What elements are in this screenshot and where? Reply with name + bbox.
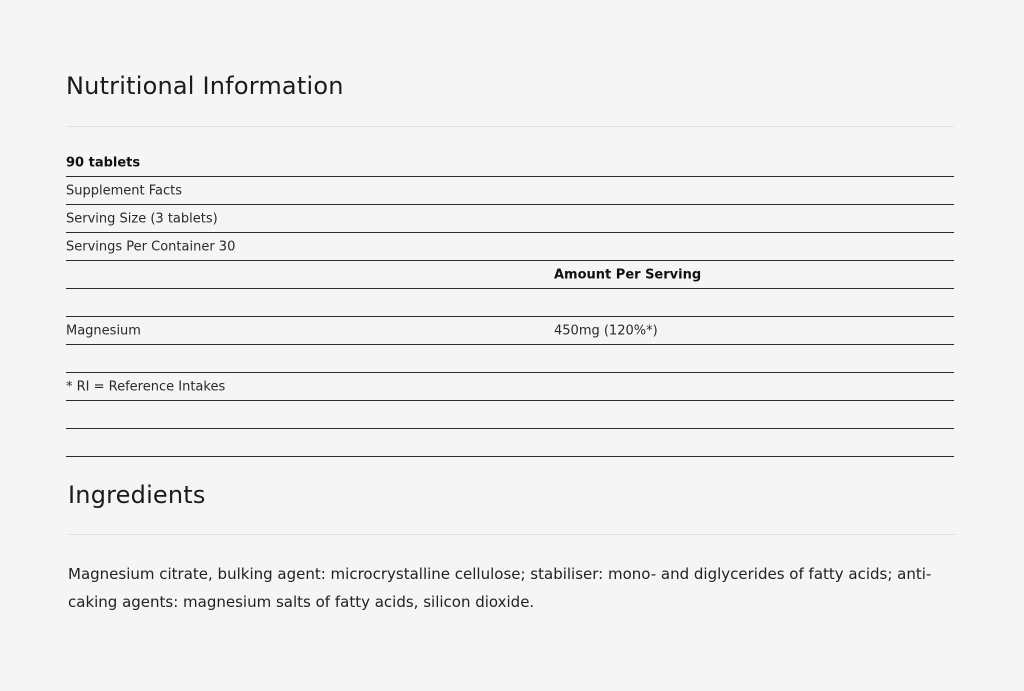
nutrient-name: Magnesium xyxy=(66,323,141,338)
section-divider xyxy=(66,126,954,127)
table-row xyxy=(66,205,954,233)
nutrient-amount: 450mg (120%*) xyxy=(554,323,658,338)
amount-per-serving-header: Amount Per Serving xyxy=(554,267,702,282)
table-cell-left: Servings Per Container 30 xyxy=(66,239,236,254)
table-row xyxy=(66,150,954,177)
table-row xyxy=(66,261,954,289)
table-row xyxy=(66,289,954,317)
ingredients-text: Magnesium citrate, bulking agent: microcrystalline cellulose; stabiliser: mono- and diglycerides of fatty acids; anti-caking agents: magnesium salts of fatty acids, silicon dioxide. xyxy=(68,565,932,611)
table-row xyxy=(66,401,954,429)
table-row xyxy=(66,345,954,373)
table-cell-left: Serving Size (3 tablets) xyxy=(66,211,218,226)
section-divider xyxy=(68,534,956,535)
reference-intakes-note: * RI = Reference Intakes xyxy=(66,379,226,394)
table-row xyxy=(66,233,954,261)
nutritional-information-title: Nutritional Information xyxy=(66,72,344,100)
table-row xyxy=(66,177,954,205)
table-cell-left: Supplement Facts xyxy=(66,183,183,198)
nutrition-table xyxy=(66,150,954,457)
table-row xyxy=(66,317,954,345)
table-row xyxy=(66,373,954,401)
ingredients-title: Ingredients xyxy=(68,481,206,509)
table-cell-left: 90 tablets xyxy=(66,155,141,171)
table-row xyxy=(66,429,954,457)
